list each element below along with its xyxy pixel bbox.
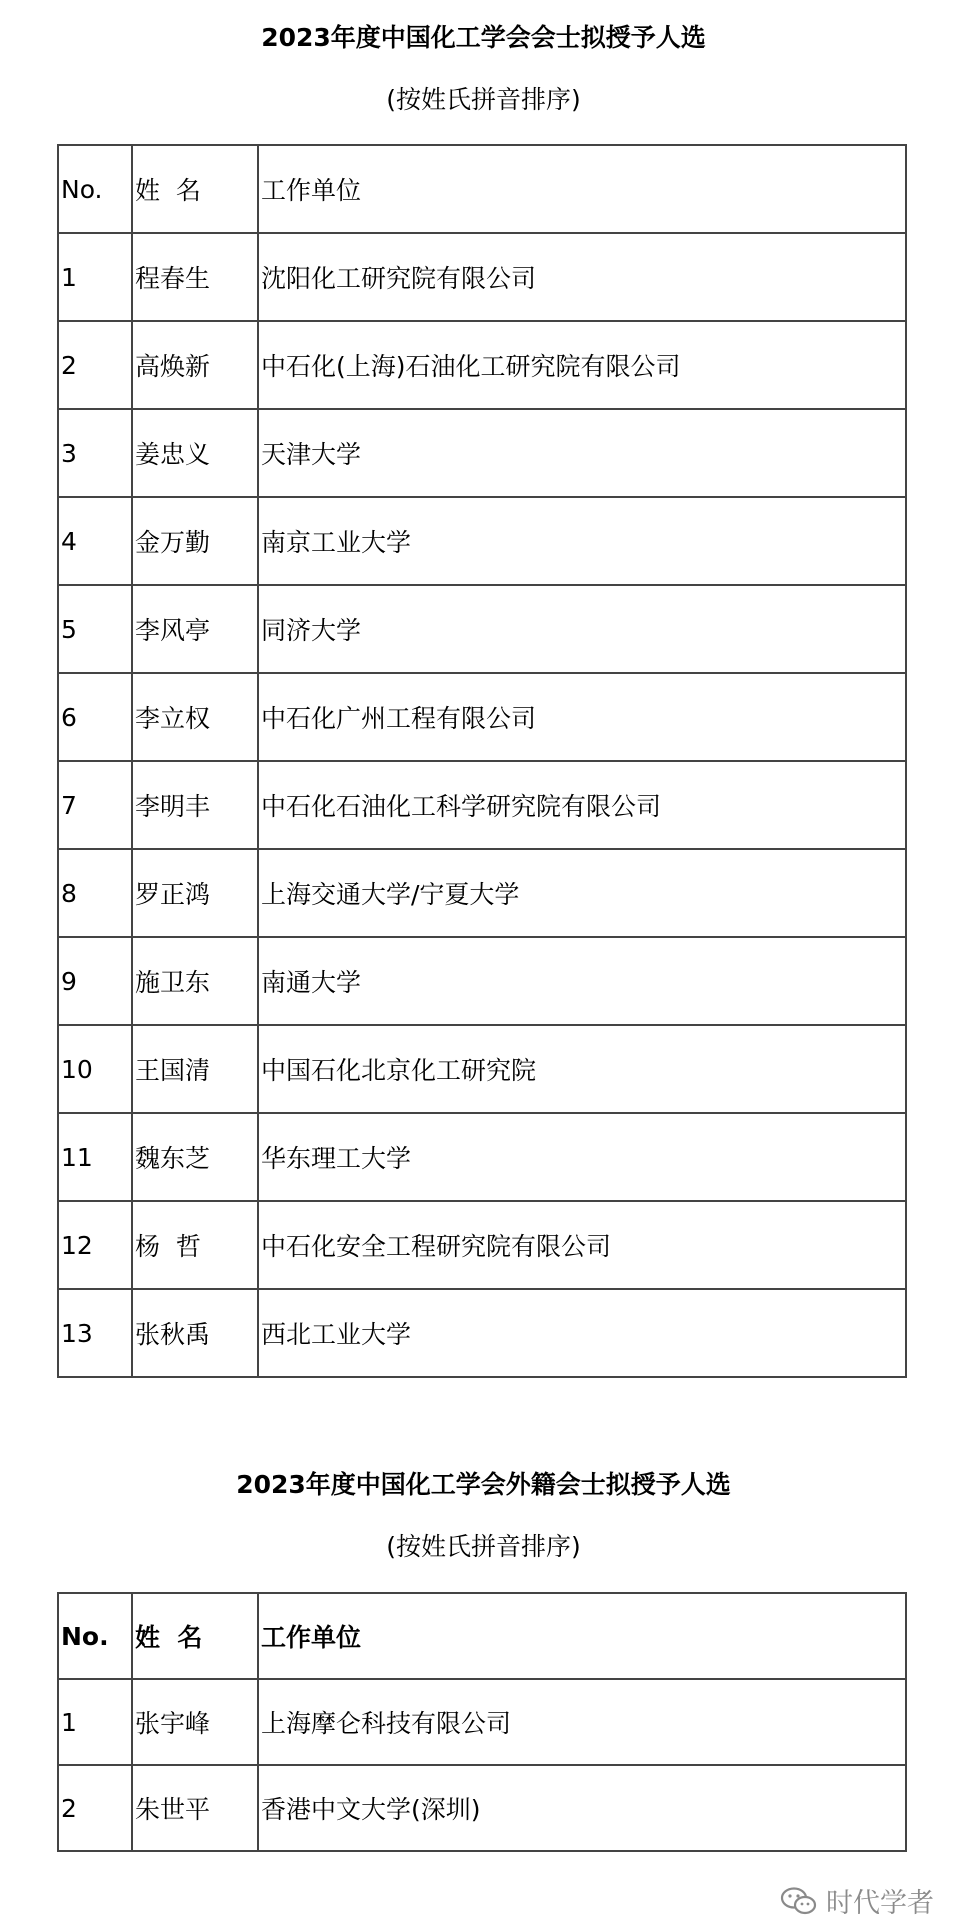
cell-org: 南通大学 xyxy=(258,937,906,1025)
section1-subtitle: (按姓氏拼音排序) xyxy=(386,85,581,114)
table-row xyxy=(58,937,906,1025)
cell-name: 王国清 xyxy=(132,1025,258,1113)
table-row xyxy=(58,1679,906,1765)
cell-no: 7 xyxy=(58,761,132,849)
cell-org: 同济大学 xyxy=(258,585,906,673)
cell-name: 金万勤 xyxy=(132,497,258,585)
table-row xyxy=(58,233,906,321)
cell-no: 2 xyxy=(58,321,132,409)
cell-org: 南京工业大学 xyxy=(258,497,906,585)
cell-name: 施卫东 xyxy=(132,937,258,1025)
table-row xyxy=(58,1025,906,1113)
cell-org: 中国石化北京化工研究院 xyxy=(258,1025,906,1113)
header-no: No. xyxy=(58,1593,132,1679)
cell-no: 8 xyxy=(58,849,132,937)
table-row xyxy=(58,761,906,849)
header-org: 工作单位 xyxy=(258,145,906,233)
cell-name: 魏东芝 xyxy=(132,1113,258,1201)
cell-org: 西北工业大学 xyxy=(258,1289,906,1377)
cell-org: 中石化广州工程有限公司 xyxy=(258,673,906,761)
table-row xyxy=(58,1289,906,1377)
cell-no: 5 xyxy=(58,585,132,673)
cell-no: 13 xyxy=(58,1289,132,1377)
header-name: 姓 名 xyxy=(132,1593,258,1679)
cell-name: 姜忠义 xyxy=(132,409,258,497)
cell-org: 上海摩仑科技有限公司 xyxy=(258,1679,906,1765)
table-row xyxy=(58,409,906,497)
header-org: 工作单位 xyxy=(258,1593,906,1679)
cell-no: 1 xyxy=(58,233,132,321)
table-row xyxy=(58,673,906,761)
cell-no: 10 xyxy=(58,1025,132,1113)
section2-subtitle: (按姓氏拼音排序) xyxy=(386,1532,581,1561)
cell-name: 杨 哲 xyxy=(132,1201,258,1289)
cell-no: 1 xyxy=(58,1679,132,1765)
table-header-row xyxy=(58,1593,906,1679)
cell-name: 李立权 xyxy=(132,673,258,761)
cell-org: 中石化(上海)石油化工研究院有限公司 xyxy=(258,321,906,409)
cell-name: 李风亭 xyxy=(132,585,258,673)
cell-no: 11 xyxy=(58,1113,132,1201)
cell-no: 9 xyxy=(58,937,132,1025)
table-row xyxy=(58,1201,906,1289)
cell-org: 上海交通大学/宁夏大学 xyxy=(258,849,906,937)
cell-name: 张宇峰 xyxy=(132,1679,258,1765)
watermark xyxy=(780,1881,934,1920)
cell-name: 张秋禹 xyxy=(132,1289,258,1377)
cell-org: 沈阳化工研究院有限公司 xyxy=(258,233,906,321)
cell-name: 高焕新 xyxy=(132,321,258,409)
cell-no: 12 xyxy=(58,1201,132,1289)
cell-org: 香港中文大学(深圳) xyxy=(258,1765,906,1851)
cell-name: 罗正鸿 xyxy=(132,849,258,937)
table-row xyxy=(58,321,906,409)
table-row xyxy=(58,849,906,937)
cell-name: 程春生 xyxy=(132,233,258,321)
cell-org: 中石化安全工程研究院有限公司 xyxy=(258,1201,906,1289)
table-header-row xyxy=(58,145,906,233)
wechat-icon xyxy=(780,1886,818,1916)
cell-name: 朱世平 xyxy=(132,1765,258,1851)
cell-no: 3 xyxy=(58,409,132,497)
cell-org: 华东理工大学 xyxy=(258,1113,906,1201)
table-row xyxy=(58,1113,906,1201)
section2-table xyxy=(57,1592,907,1852)
cell-no: 2 xyxy=(58,1765,132,1851)
cell-org: 天津大学 xyxy=(258,409,906,497)
cell-no: 4 xyxy=(58,497,132,585)
header-name: 姓 名 xyxy=(132,145,258,233)
header-no: No. xyxy=(58,145,132,233)
watermark-text: 时代学者 xyxy=(826,1888,934,1919)
cell-name: 李明丰 xyxy=(132,761,258,849)
table-row xyxy=(58,1765,906,1851)
section1-table xyxy=(57,144,907,1378)
section1-title: 2023年度中国化工学会会士拟授予人选 xyxy=(261,23,706,52)
cell-no: 6 xyxy=(58,673,132,761)
table-row xyxy=(58,585,906,673)
table-row xyxy=(58,497,906,585)
section2-title: 2023年度中国化工学会外籍会士拟授予人选 xyxy=(236,1470,731,1499)
cell-org: 中石化石油化工科学研究院有限公司 xyxy=(258,761,906,849)
